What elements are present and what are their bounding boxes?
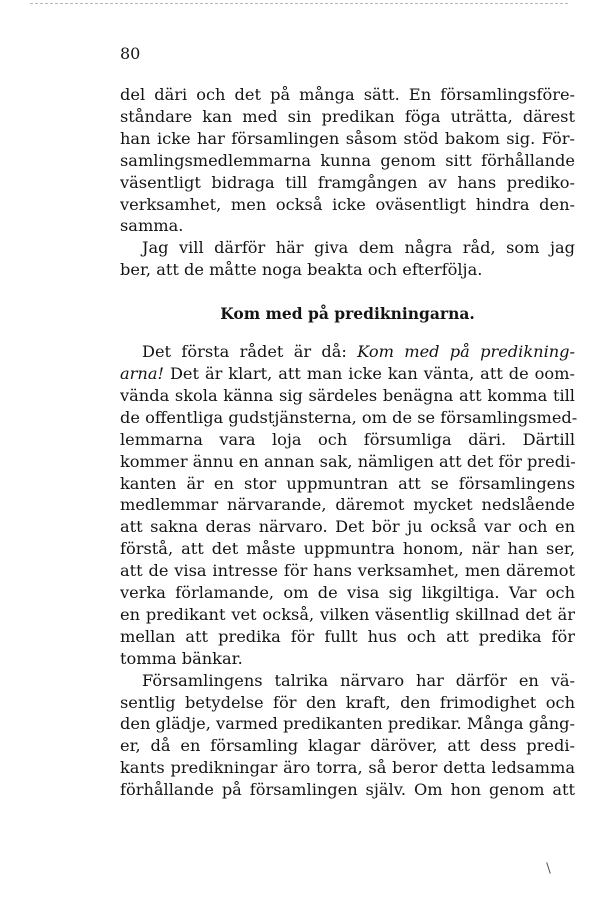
paragraph [120,237,575,281]
text-segment: Det första rådet är då: [142,342,358,362]
text-line: ber, att de måtte noga beakta och efterfölja. [120,260,483,280]
text-line: vända skola känna sig särdeles benägna att komma till [120,385,575,405]
text-line: en predikant vet också, vilken väsentlig skillnad det är [120,604,575,624]
text-line: väsentligt bidraga till framgången av hans prediko- [120,172,575,192]
text-line: Församlingens talrika närvaro har därför en vä- [142,670,575,690]
emphasis-text: arna! [120,363,164,383]
text-line: verksamhet, men också icke oväsentligt hindra den- [120,194,575,214]
text-line: samma. [120,216,184,236]
text-line: kants predikningar äro torra, så beror detta ledsamma [120,758,575,778]
text-line: samlingsmedlemmarna kunna genom sitt förhållande [120,150,575,170]
emphasis-text: Kom med på predikning- [357,342,576,362]
text-line: kommer ännu en annan sak, nämligen att det för predi- [120,451,576,471]
page-number: 80 [120,44,141,63]
text-line: de offentliga gudstjänsterna, om de se församlingsmed- [120,407,578,427]
text-line: sentlig betydelse för den kraft, den frimodighet och [120,692,575,712]
text-line: ståndare kan med sin predikan föga uträtta, därest [120,106,575,126]
scan-mark [546,862,551,874]
paragraph [120,84,575,237]
text-segment: Det är klart, att man icke kan vänta, att de oom- [163,363,575,383]
text-line [120,363,575,385]
text-line: förhållande på församlingen själv. Om hon genom att [120,780,575,800]
text-line: lemmarna vara loja och försumliga däri. Därtill [120,429,575,449]
text-line: att de visa intresse för hans verksamhet, men däremot [120,561,575,581]
text-line: att sakna deras närvaro. Det bör ju också var och en [120,517,575,537]
scan-edge-rule [30,3,568,4]
text-line: medlemmar närvarande, däremot mycket nedslående [120,495,575,515]
text-line: verka förlamande, om de visa sig likgiltiga. Var och [120,583,575,603]
text-line: del däri och det på många sätt. En församlingsföre- [120,85,575,104]
text-line: mellan att predika för fullt hus och att predika för [120,626,575,646]
page-body [120,84,578,801]
paragraph [120,341,578,670]
text-line: den glädje, varmed predikanten predikar. Många gång- [120,714,575,734]
text-line: han icke har församlingen såsom stöd bakom sig. För- [120,128,575,148]
text-line: kanten är en stor uppmuntran att se församlingens [120,473,575,493]
text-line: er, då en församling klagar däröver, att dess predi- [120,736,575,756]
text-line: förstå, att det måste uppmuntra honom, när han ser, [120,539,575,559]
text-line [120,341,575,363]
section-heading: Kom med på predikningarna. [220,304,475,324]
paragraph [120,670,575,801]
text-line: tomma bänkar. [120,648,243,668]
text-line: Jag vill därför här giva dem några råd, som jag [142,238,575,258]
